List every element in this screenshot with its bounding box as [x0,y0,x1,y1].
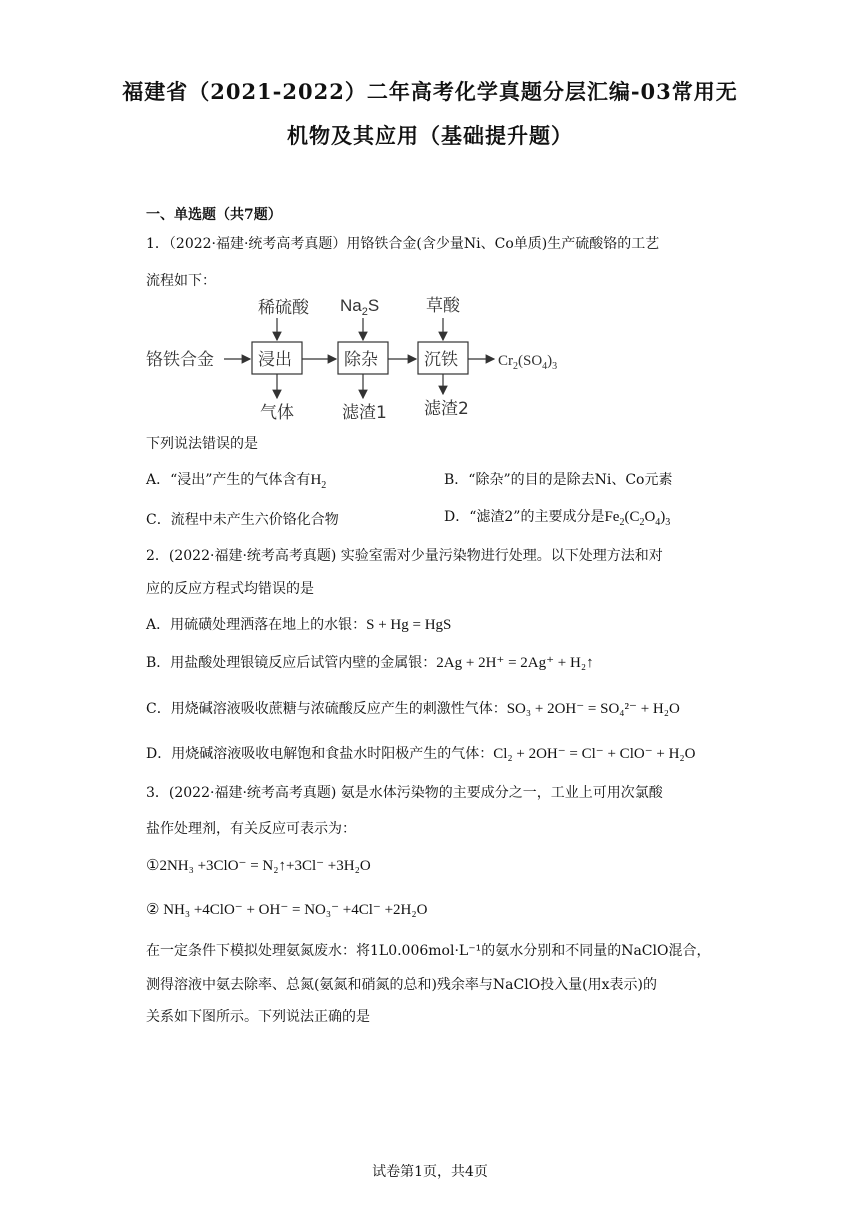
q2-option-a: A．用硫磺处理洒落在地上的水银：S + Hg = HgS [146,617,452,633]
q1-stem-line2: 流程如下： [146,273,216,289]
flow-step-precip: 沉铁 [424,350,458,370]
q3-paragraph-line1: 在一定条件下模拟处理氨氮废水：将1L0.006mol·L⁻¹的氨水分别和不同量的NaClO混合， [146,943,711,959]
flow-input-label: 铬铁合金 [146,350,214,370]
q3-stem-line2: 盐作处理剂，有关反应可表示为： [146,821,356,837]
q2-option-d: D．用烧碱溶液吸收电解饱和食盐水时阳极产生的气体：Cl₂ + 2OH⁻ = Cl⁻ + ClO⁻ + H₂O [146,746,696,762]
flow-reagent-oxalic: 草酸 [426,296,460,316]
flow-byproduct-residue1: 滤渣1 [342,403,387,423]
q3-equation-1: ①2NH₃ +3ClO⁻ = N₂↑+3Cl⁻ +3H₂O [146,858,371,874]
section-heading: 一、单选题（共7题） [146,207,282,223]
q3-paragraph-line2: 测得溶液中氨去除率、总氮(氨氮和硝氮的总和)残余率与NaClO投入量(用x表示)的 [146,977,658,993]
flow-byproduct-residue2: 滤渣2 [424,399,469,419]
flow-byproduct-gas: 气体 [260,403,294,423]
q3-equation-2: ② NH₃ +4ClO⁻ + OH⁻ = NO₃⁻ +4Cl⁻ +2H₂O [146,902,428,918]
flow-reagent-acid: 稀硫酸 [258,298,309,318]
q2-stem-line1: 2．(2022·福建·统考高考真题) 实验室需对少量污染物进行处理。以下处理方法和对 [146,548,663,564]
flow-step-purify: 除杂 [344,350,378,370]
q2-option-c: C．用烧碱溶液吸收蔗糖与浓硫酸反应产生的刺激性气体：SO₃ + 2OH⁻ = SO₄²⁻ + H₂O [146,701,680,717]
q2-stem-line2: 应的反应方程式均错误的是 [146,581,314,597]
document-title-line1: 福建省（2021-2022）二年高考化学真题分层汇编-03常用无 [122,79,738,104]
flow-reagent-na2s: $Na_2S$ [340,296,380,318]
q1-stem-line1: 1．（2022·福建·统考高考真题）用铬铁合金(含少量Ni、Co单质)生产硫酸铬的工艺 [146,236,660,252]
page-footer: 试卷第1页，共4页 [372,1164,488,1180]
q1-question: 下列说法错误的是 [146,436,258,452]
flow-product: $Cr_2(SO_4)_3$ [498,353,558,372]
q1-option-b: B．“除杂”的目的是除去Ni、Co元素 [444,472,673,488]
q3-stem-line1: 3．(2022·福建·统考高考真题) 氨是水体污染物的主要成分之一，工业上可用次氯酸 [146,785,663,801]
q1-option-c: C．流程中未产生六价铬化合物 [146,512,339,528]
document-title-line2: 机物及其应用（基础提升题） [287,123,573,148]
q2-option-b: B．用盐酸处理银镜反应后试管内壁的金属银：2Ag + 2H⁺ = 2Ag⁺ + H₂↑ [146,655,594,671]
q1-option-d: D．“滤渣2”的主要成分是$Fe_2(C_2O_4)_3$ [444,509,671,528]
q3-paragraph-line3: 关系如下图所示。下列说法正确的是 [146,1009,370,1025]
flow-step-leach: 浸出 [258,350,292,370]
q1-option-a: A．“浸出”产生的气体含有$H_2$ [146,472,327,491]
q1-process-flowchart [146,290,586,425]
